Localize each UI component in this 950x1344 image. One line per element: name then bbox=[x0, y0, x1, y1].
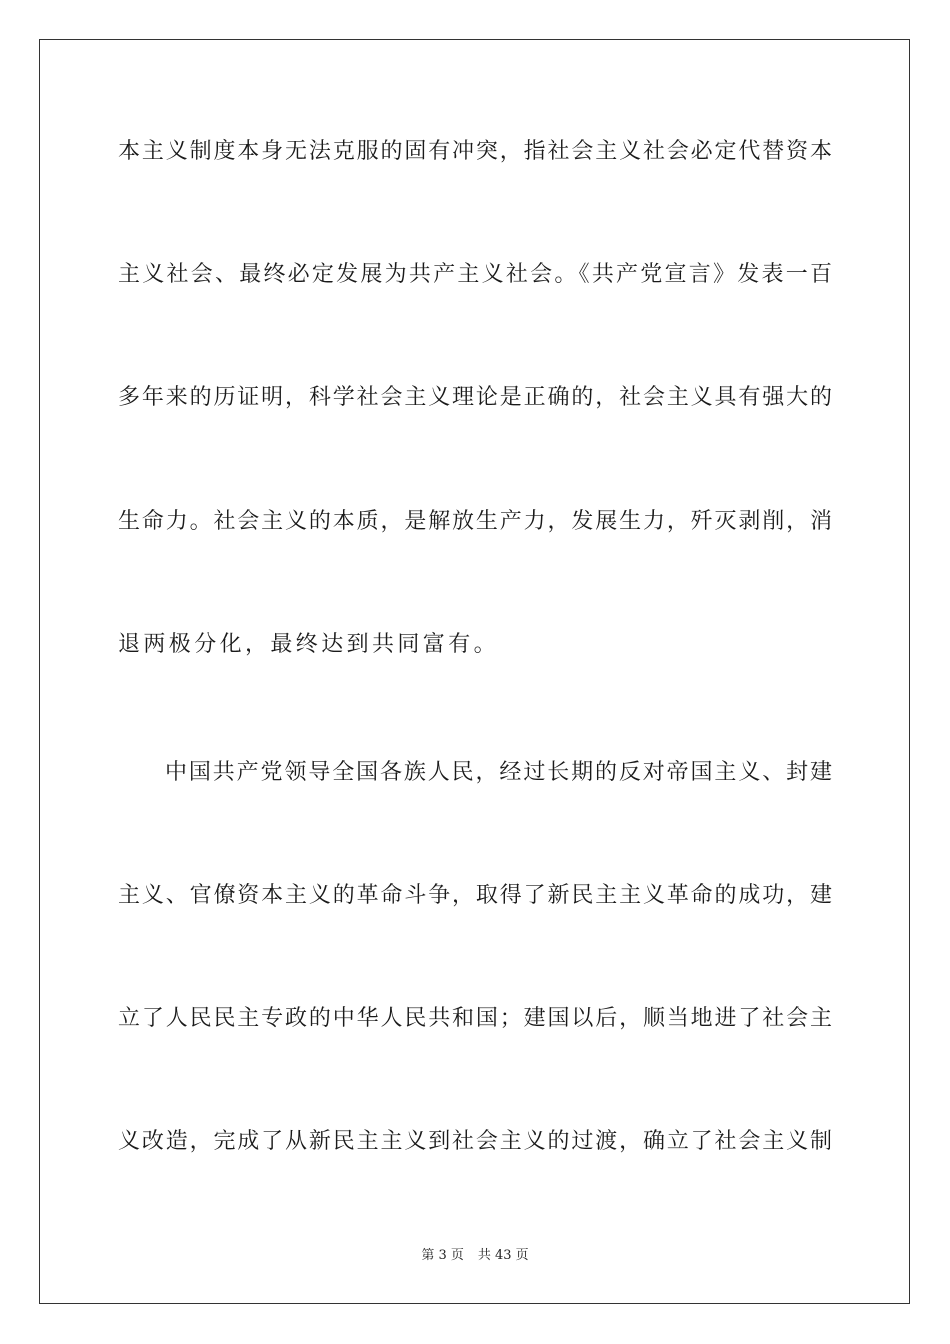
text-line: 主义社会、最终必定发展为共产主义社会。《共产党宣言》发表一百 bbox=[118, 262, 832, 287]
text-line: 主义、官僚资本主义的革命斗争，取得了新民主主义革命的成功，建 bbox=[118, 883, 832, 908]
page-number: 第 3 页 bbox=[421, 1248, 464, 1263]
page-total: 共 43 页 bbox=[477, 1248, 529, 1263]
text-line: 本主义制度本身无法克服的固有冲突，指社会主义社会必定代替资本 bbox=[118, 139, 832, 164]
text-line-paragraph-start: 中国共产党领导全国各族人民，经过长期的反对帝国主义、封建 bbox=[165, 760, 832, 785]
page-border bbox=[39, 39, 910, 1304]
text-line: 生命力。社会主义的本质，是解放生产力，发展生力，歼灭剥削，消 bbox=[118, 509, 832, 534]
text-line: 多年来的历证明，科学社会主义理论是正确的，社会主义具有强大的 bbox=[118, 385, 832, 410]
page-footer bbox=[0, 1248, 950, 1264]
text-line: 义改造，完成了从新民主主义到社会主义的过渡，确立了社会主义制 bbox=[118, 1129, 832, 1154]
text-line-paragraph-end: 退两极分化，最终达到共同富有。 bbox=[118, 632, 500, 657]
text-line: 立了人民民主专政的中华人民共和国；建国以后，顺当地进了社会主 bbox=[118, 1006, 832, 1031]
